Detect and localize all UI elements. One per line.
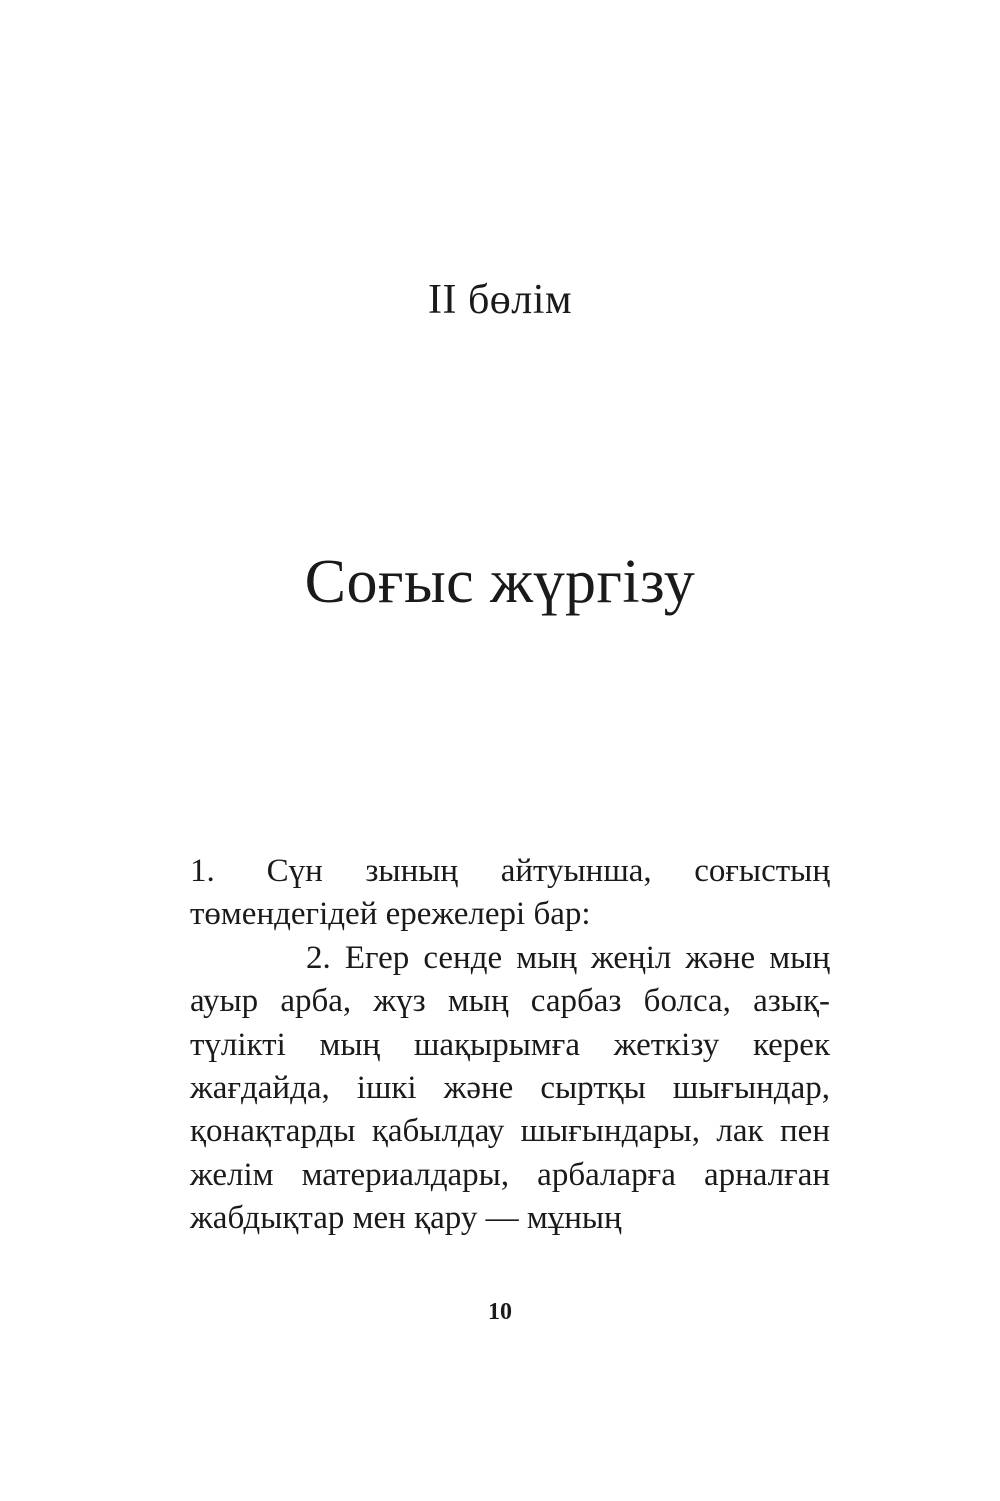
body-text	[190, 850, 830, 1241]
paragraph-1	[190, 850, 830, 937]
paragraph-text: Егер сенде мың жеңіл және мың ауыр арба, жүз мың сарбаз болса, азық-түлікті мың шақырымға жеткізу керек жағдайда, ішкі және сыртқы шығындар, қонақтарды қабылдау шығындары, лак пен желім материалдары, арбаларға арналған жабдықтар мен қару — мұның	[190, 939, 830, 1237]
paragraph-number: 1.	[190, 853, 215, 889]
paragraph-2	[190, 937, 830, 1241]
part-label: II бөлім	[427, 277, 573, 323]
paragraph-number: 2.	[306, 939, 331, 976]
chapter-title: Соғыс жүргізу	[304, 548, 696, 616]
page-number: 10	[488, 1299, 512, 1325]
paragraph-text: Сүн зының айтуынша, соғыстың төмендегідей ережелері бар:	[190, 853, 830, 933]
